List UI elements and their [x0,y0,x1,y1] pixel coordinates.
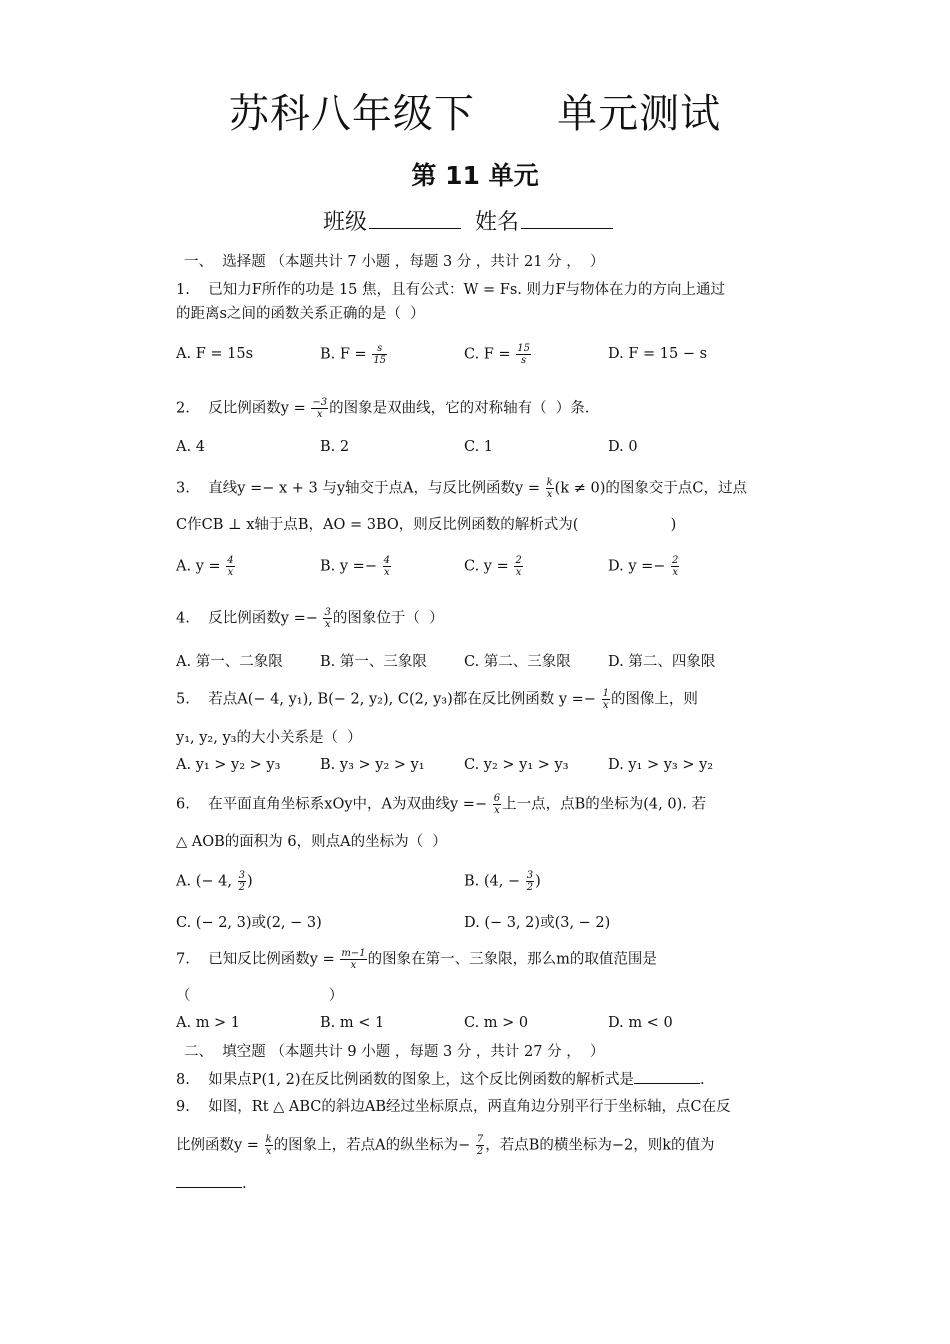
q5-option-a[interactable]: A. y₁ > y₂ > y₃ [176,757,281,773]
q6-numerator: 6 [493,793,501,804]
q6-post: 上一点，点B的坐标为(4, 0). 若 [502,796,706,813]
q7-option-d[interactable]: D. m < 0 [608,1015,673,1031]
q3-b-denominator: x [383,567,390,578]
q3-option-b-text: B. y =− [320,558,382,575]
q2-denominator: x [316,409,323,420]
question-7-line2: （ ） [176,988,344,1004]
q6-a-numerator: 3 [238,870,245,881]
q7-option-a[interactable]: A. m > 1 [176,1015,241,1031]
q3-pre: 3. 直线y =− x + 3 与y轴交于点A，与反比例函数y = [176,480,545,497]
question-3-line2: C作CB ⊥ x轴于点B，AO = 3BO，则反比例函数的解析式为( ) [176,517,677,533]
q3-option-c-text: C. y = [464,558,514,575]
q5-post: 的图像上，则 [610,691,698,708]
question-9-line3 [176,1174,247,1194]
q7-numerator: m−1 [341,948,366,959]
question-5-line2: y₁, y₂, y₃的大小关系是（ ） [176,730,362,746]
class-label: 班级 [322,210,367,235]
q6-option-b-close: ) [535,873,541,890]
q6-option-a-text: A. (− 4, [176,873,237,890]
q3-option-d-text: D. y =− [608,558,671,575]
q3-a-numerator: 4 [227,555,234,566]
q6-option-d[interactable]: D. (− 3, 2)或(3, − 2) [464,915,611,931]
q1-c-denominator: s [521,355,527,366]
q6-denominator: x [494,805,500,816]
q9-post: ，若点B的横坐标为−2，则k的值为 [485,1137,715,1154]
q1-b-denominator: 15 [373,355,387,366]
q4-denominator: x [324,619,331,630]
q3-option-d[interactable] [608,555,680,578]
q6-option-a-close: ) [246,873,253,890]
q2-numerator: −3 [312,397,328,408]
q4-pre: 4. 反比例函数y =− [176,610,323,627]
q3-option-c[interactable] [464,555,524,578]
q9-denominator: x [265,1146,272,1157]
unit-subtitle: 第 11 单元 [411,161,539,190]
q1-option-a[interactable]: A. F = 15s [176,346,254,362]
q7-option-c[interactable]: C. m > 0 [464,1015,529,1031]
q4-post: 的图象位于（ ） [332,610,444,627]
question-1-line1: 1. 已知力F所作的功是 15 焦，且有公式：W = Fs. 则力F与物体在力的方向上通过 [176,282,726,298]
q1-option-d[interactable]: D. F = 15 − s [608,346,708,362]
q6-option-c[interactable]: C. (− 2, 3)或(2, − 3) [176,915,322,931]
q7-denominator: x [350,960,357,971]
q3-c-numerator: 2 [515,555,522,566]
question-5-line1 [176,688,698,711]
q6-option-b[interactable] [464,870,541,893]
q7-option-b[interactable]: B. m < 1 [320,1015,385,1031]
q3-b-numerator: 4 [383,555,390,566]
q9-end: . [242,1176,247,1192]
q5-numerator: 1 [602,688,609,699]
q2-option-b[interactable]: B. 2 [320,439,350,455]
q6-b-denominator: 2 [526,882,534,893]
question-7-line1 [176,948,657,971]
question-6-line1 [176,793,706,816]
q9-pre: 比例函数y = [176,1137,264,1154]
name-label: 姓名 [475,210,520,235]
q1-option-c-text: C. F = [464,346,516,363]
q7-pre: 7. 已知反比例函数y = [176,951,340,968]
q5-option-d[interactable]: D. y₁ > y₃ > y₂ [608,757,714,773]
q1-option-b-text: B. F = [320,346,372,363]
q8-answer-blank[interactable] [634,1071,700,1084]
q4-option-d[interactable]: D. 第二、四象限 [608,654,716,670]
q1-option-b[interactable] [320,343,388,366]
question-2 [176,397,589,420]
q6-option-a[interactable] [176,870,253,893]
class-blank[interactable] [369,208,461,229]
q4-option-c[interactable]: C. 第二、三象限 [464,654,571,670]
q1-c-numerator: 15 [517,343,530,354]
q5-pre: 5. 若点A(− 4, y₁), B(− 2, y₂), C(2, y₃)都在反比例函数 y =− [176,691,601,708]
q2-option-a[interactable]: A. 4 [176,439,205,455]
q1-option-c[interactable] [464,343,532,366]
q4-option-b[interactable]: B. 第一、三象限 [320,654,427,670]
q6-pre: 6. 在平面直角坐标系xOy中，A为双曲线y =− [176,796,492,813]
section-heading-2: 二、 填空题 （本题共计 9 小题 ，每题 3 分 ，共计 27 分 ， ） [184,1044,605,1060]
q3-c-denominator: x [515,567,522,578]
section-heading: 一、 选择题 （本题共计 7 小题 ，每题 3 分 ，共计 21 分 ， ） [184,254,605,270]
q3-option-a[interactable] [176,555,236,578]
q6-option-b-text: B. (4, − [464,873,525,890]
q2-option-d[interactable]: D. 0 [608,439,638,455]
student-info [0,205,950,236]
q3-option-b[interactable] [320,555,392,578]
q6-b-numerator: 3 [526,870,534,881]
q2-option-c[interactable]: C. 1 [464,439,494,455]
q1-b-numerator: s [372,343,387,355]
question-9-line2 [176,1134,715,1157]
q3-denominator: x [546,489,553,500]
q9-numerator: k [265,1134,272,1145]
q2-post: 的图象是双曲线，它的对称轴有（ ）条. [329,400,590,417]
q2-pre: 2. 反比例函数y = [176,400,311,417]
q8-end: . [700,1072,705,1088]
q9-mid: 的图象上，若点A的纵坐标为− [273,1137,475,1154]
name-blank[interactable] [521,208,613,229]
q9-denominator-2: 2 [476,1146,484,1157]
q9-answer-blank[interactable] [176,1175,242,1188]
q5-option-b[interactable]: B. y₃ > y₂ > y₁ [320,757,425,773]
q3-option-a-text: A. y = [176,558,226,575]
q5-option-c[interactable]: C. y₂ > y₁ > y₃ [464,757,569,773]
q4-option-a[interactable]: A. 第一、二象限 [176,654,283,670]
page-title: 苏科八年级下 单元测试 [228,91,722,137]
question-9-line1: 9. 如图，Rt △ ABC的斜边AB经过坐标原点，两直角边分别平行于坐标轴，点C在反 [176,1099,731,1115]
q3-a-denominator: x [227,567,234,578]
q9-numerator-2: 7 [476,1134,484,1145]
q8-text: 8. 如果点P(1, 2)在反比例函数的图象上，这个反比例函数的解析式是 [176,1072,635,1088]
question-6-line2: △ AOB的面积为 6，则点A的坐标为（ ） [176,834,447,850]
q3-d-denominator: x [672,567,679,578]
q6-a-denominator: 2 [238,882,245,893]
q5-denominator: x [602,700,609,711]
q3-d-numerator: 2 [672,555,679,566]
q3-post: (k ≠ 0)的图象交于点C，过点 [554,480,747,497]
question-3-line1 [176,477,747,500]
question-1-line2: 的距离s之间的函数关系正确的是（ ） [176,306,425,322]
q4-numerator: 3 [324,607,331,618]
question-8 [176,1070,705,1090]
question-4 [176,607,444,630]
q7-post: 的图象在第一、三象限，那么m的取值范围是 [367,951,657,968]
q3-numerator: k [546,477,553,488]
